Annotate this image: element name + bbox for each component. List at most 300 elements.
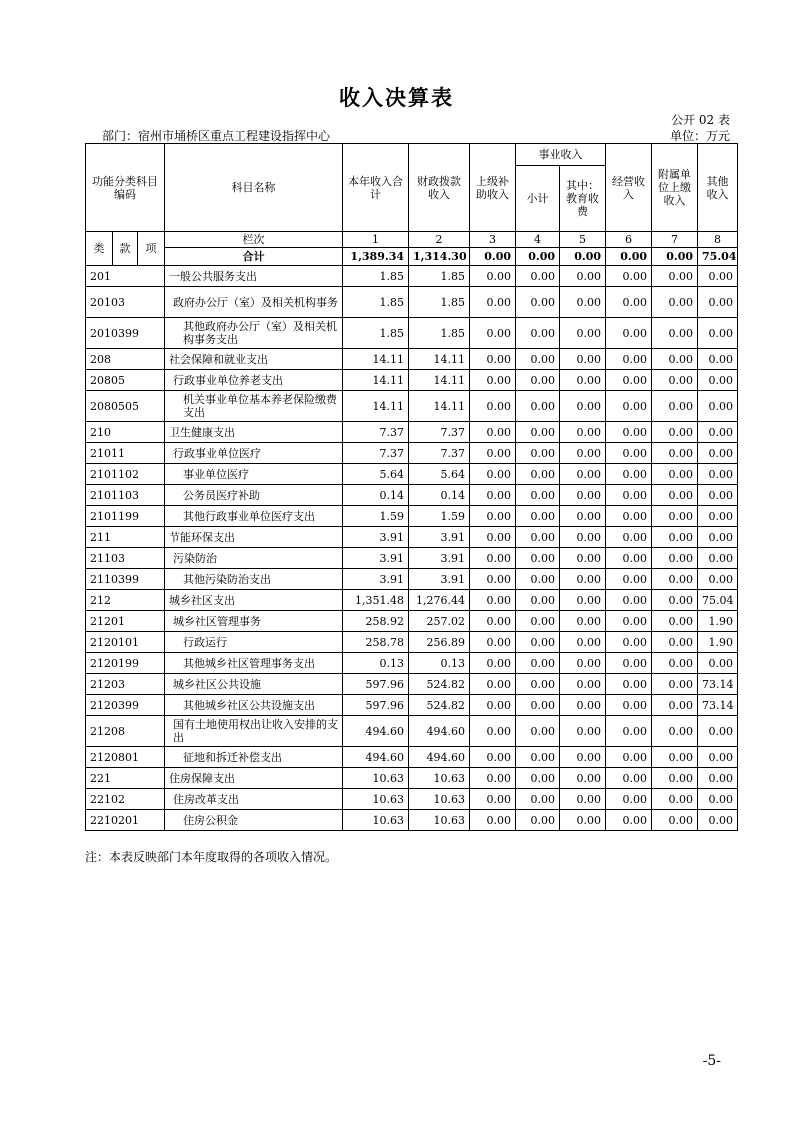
row-value-cell: 0.00 — [560, 443, 606, 464]
row-value-cell: 0.00 — [470, 653, 516, 674]
row-subject-name: 卫生健康支出 — [165, 422, 343, 443]
total-cell: 0.00 — [606, 248, 652, 266]
row-value-cell: 0.00 — [516, 464, 560, 485]
form-number: 公开 02 表 — [671, 113, 730, 127]
row-value-cell: 0.00 — [652, 810, 698, 831]
row-value-cell: 0.00 — [652, 569, 698, 590]
row-value-cell: 0.00 — [606, 485, 652, 506]
row-code: 21201 — [86, 611, 165, 632]
table-row — [86, 506, 738, 527]
total-label: 合计 — [165, 248, 343, 266]
col-number: 8 — [698, 232, 738, 248]
header-subtotal: 小计 — [516, 166, 560, 232]
row-value-cell: 0.00 — [606, 569, 652, 590]
row-value-cell: 0.00 — [652, 768, 698, 789]
row-value-cell: 0.00 — [698, 485, 738, 506]
table-row — [86, 464, 738, 485]
row-code: 22102 — [86, 789, 165, 810]
row-code: 2210201 — [86, 810, 165, 831]
row-value-cell: 0.00 — [560, 653, 606, 674]
row-value-cell: 0.00 — [470, 506, 516, 527]
row-subject-name: 城乡社区公共设施 — [165, 674, 343, 695]
row-subject-name: 公务员医疗补助 — [165, 485, 343, 506]
row-value-cell: 0.00 — [652, 695, 698, 716]
row-value-cell: 258.92 — [343, 611, 409, 632]
row-value-cell: 10.63 — [343, 768, 409, 789]
row-value-cell: 3.91 — [343, 527, 409, 548]
row-value-cell: 0.00 — [606, 674, 652, 695]
row-value-cell: 0.00 — [652, 485, 698, 506]
row-value-cell: 0.00 — [606, 287, 652, 318]
row-value-cell: 14.11 — [343, 370, 409, 391]
row-value-cell: 0.00 — [470, 789, 516, 810]
table-row — [86, 527, 738, 548]
row-subject-name: 行政事业单位医疗 — [165, 443, 343, 464]
row-value-cell: 0.00 — [560, 716, 606, 747]
row-value-cell: 0.00 — [652, 506, 698, 527]
table-row — [86, 653, 738, 674]
row-value-cell: 5.64 — [343, 464, 409, 485]
row-value-cell: 0.00 — [560, 266, 606, 287]
page-title: 收入决算表 — [339, 85, 454, 110]
row-value-cell: 0.00 — [606, 391, 652, 422]
row-value-cell: 0.13 — [343, 653, 409, 674]
row-value-cell: 7.37 — [409, 422, 470, 443]
row-value-cell: 0.00 — [470, 370, 516, 391]
row-value-cell: 0.00 — [606, 810, 652, 831]
row-value-cell: 0.00 — [470, 443, 516, 464]
row-value-cell: 0.00 — [560, 632, 606, 653]
row-value-cell: 0.00 — [652, 391, 698, 422]
header-affiliated: 附属单位上缴收入 — [652, 144, 698, 232]
row-value-cell: 0.00 — [698, 287, 738, 318]
row-value-cell: 0.00 — [516, 569, 560, 590]
row-value-cell: 0.00 — [606, 768, 652, 789]
row-code: 20805 — [86, 370, 165, 391]
col-number: 2 — [409, 232, 470, 248]
row-value-cell: 10.63 — [409, 810, 470, 831]
table-row — [86, 590, 738, 611]
row-value-cell: 524.82 — [409, 674, 470, 695]
total-cell: 1,389.34 — [343, 248, 409, 266]
row-value-cell: 14.11 — [343, 391, 409, 422]
total-cell: 0.00 — [560, 248, 606, 266]
row-value-cell: 0.00 — [470, 527, 516, 548]
row-value-cell: 0.00 — [560, 370, 606, 391]
row-value-cell: 0.00 — [516, 318, 560, 349]
row-value-cell: 0.00 — [516, 768, 560, 789]
row-value-cell: 1.85 — [343, 287, 409, 318]
col-number: 3 — [470, 232, 516, 248]
header-business: 事业收入 — [516, 144, 606, 166]
row-value-cell: 0.00 — [560, 318, 606, 349]
table-row — [86, 349, 738, 370]
row-value-cell: 73.14 — [698, 695, 738, 716]
row-value-cell: 0.00 — [470, 747, 516, 768]
row-value-cell: 0.00 — [516, 789, 560, 810]
row-value-cell: 0.00 — [652, 443, 698, 464]
table-row — [86, 266, 738, 287]
row-value-cell: 0.00 — [560, 590, 606, 611]
row-value-cell: 0.00 — [470, 590, 516, 611]
row-value-cell: 0.00 — [516, 506, 560, 527]
row-subject-name: 其他城乡社区公共设施支出 — [165, 695, 343, 716]
row-value-cell: 1.59 — [409, 506, 470, 527]
row-value-cell: 0.00 — [560, 695, 606, 716]
row-value-cell: 0.00 — [606, 370, 652, 391]
row-value-cell: 3.91 — [343, 548, 409, 569]
row-value-cell: 1.85 — [409, 266, 470, 287]
row-value-cell: 0.00 — [698, 548, 738, 569]
row-value-cell: 0.00 — [698, 318, 738, 349]
row-value-cell: 0.00 — [652, 370, 698, 391]
row-value-cell: 3.91 — [409, 527, 470, 548]
table-row — [86, 789, 738, 810]
row-value-cell: 0.00 — [470, 810, 516, 831]
row-value-cell: 0.00 — [698, 716, 738, 747]
row-subject-name: 住房保障支出 — [165, 768, 343, 789]
row-subject-name: 城乡社区支出 — [165, 590, 343, 611]
row-value-cell: 0.00 — [652, 674, 698, 695]
row-value-cell: 0.00 — [606, 789, 652, 810]
row-code: 221 — [86, 768, 165, 789]
row-subject-name: 住房公积金 — [165, 810, 343, 831]
page-number: -5- — [702, 1053, 721, 1069]
row-code: 2101199 — [86, 506, 165, 527]
row-value-cell: 0.00 — [606, 747, 652, 768]
row-value-cell: 0.13 — [409, 653, 470, 674]
row-value-cell: 0.00 — [560, 747, 606, 768]
row-value-cell: 0.00 — [698, 370, 738, 391]
row-code: 21011 — [86, 443, 165, 464]
row-value-cell: 0.00 — [516, 747, 560, 768]
row-value-cell: 0.00 — [652, 464, 698, 485]
col-number: 1 — [343, 232, 409, 248]
row-value-cell: 494.60 — [343, 716, 409, 747]
table-row — [86, 611, 738, 632]
row-value-cell: 0.00 — [698, 653, 738, 674]
row-value-cell: 0.00 — [606, 548, 652, 569]
row-value-cell: 73.14 — [698, 674, 738, 695]
header-other: 其他收入 — [698, 144, 738, 232]
row-code: 210 — [86, 422, 165, 443]
row-value-cell: 0.00 — [516, 674, 560, 695]
row-value-cell: 0.00 — [652, 716, 698, 747]
row-value-cell: 0.00 — [516, 632, 560, 653]
table-row — [86, 768, 738, 789]
row-value-cell: 0.14 — [409, 485, 470, 506]
row-subject-name: 住房改革支出 — [165, 789, 343, 810]
row-code: 2101102 — [86, 464, 165, 485]
row-value-cell: 0.00 — [560, 349, 606, 370]
total-cell: 0.00 — [470, 248, 516, 266]
table-row — [86, 810, 738, 831]
header-operating: 经营收入 — [606, 144, 652, 232]
row-value-cell: 0.00 — [470, 716, 516, 747]
row-value-cell: 258.78 — [343, 632, 409, 653]
row-code: 211 — [86, 527, 165, 548]
row-value-cell: 0.00 — [698, 569, 738, 590]
row-code: 21203 — [86, 674, 165, 695]
row-subject-name: 国有土地使用权出让收入安排的支出 — [165, 716, 343, 747]
row-value-cell: 0.00 — [470, 695, 516, 716]
row-code: 21208 — [86, 716, 165, 747]
row-value-cell: 14.11 — [409, 349, 470, 370]
table-row — [86, 391, 738, 422]
header-education: 其中：教育收费 — [560, 166, 606, 232]
row-value-cell: 0.00 — [652, 632, 698, 653]
row-value-cell: 0.00 — [698, 391, 738, 422]
col-number: 7 — [652, 232, 698, 248]
table-body — [86, 266, 738, 831]
row-value-cell: 14.11 — [343, 349, 409, 370]
row-value-cell: 0.00 — [606, 611, 652, 632]
row-value-cell: 0.00 — [560, 810, 606, 831]
col-number: 4 — [516, 232, 560, 248]
row-value-cell: 494.60 — [409, 716, 470, 747]
row-value-cell: 0.00 — [516, 695, 560, 716]
row-subject-name: 污染防治 — [165, 548, 343, 569]
row-value-cell: 1.85 — [343, 318, 409, 349]
row-value-cell: 0.00 — [652, 422, 698, 443]
row-value-cell: 0.00 — [606, 716, 652, 747]
row-value-cell: 0.00 — [652, 266, 698, 287]
row-value-cell: 0.00 — [606, 695, 652, 716]
income-table — [85, 143, 738, 831]
row-subject-name: 其他政府办公厅（室）及相关机构事务支出 — [165, 318, 343, 349]
row-value-cell: 0.00 — [516, 590, 560, 611]
row-value-cell: 0.00 — [516, 485, 560, 506]
row-value-cell: 0.00 — [470, 632, 516, 653]
row-code: 2110399 — [86, 569, 165, 590]
header-lei: 类 — [86, 232, 113, 266]
col-number: 6 — [606, 232, 652, 248]
row-value-cell: 0.00 — [652, 318, 698, 349]
row-value-cell: 0.00 — [560, 768, 606, 789]
row-value-cell: 10.63 — [409, 789, 470, 810]
row-value-cell: 0.00 — [698, 747, 738, 768]
row-value-cell: 0.00 — [516, 653, 560, 674]
total-cell: 0.00 — [516, 248, 560, 266]
row-value-cell: 0.00 — [470, 422, 516, 443]
row-value-cell: 0.00 — [698, 527, 738, 548]
row-value-cell: 0.00 — [652, 548, 698, 569]
table-row — [86, 485, 738, 506]
row-value-cell: 0.00 — [606, 632, 652, 653]
header-xiang: 项 — [138, 232, 165, 266]
row-value-cell: 0.00 — [606, 464, 652, 485]
table-row — [86, 548, 738, 569]
row-value-cell: 0.00 — [652, 611, 698, 632]
row-subject-name: 城乡社区管理事务 — [165, 611, 343, 632]
row-value-cell: 0.14 — [343, 485, 409, 506]
row-value-cell: 7.37 — [409, 443, 470, 464]
row-value-cell: 0.00 — [652, 653, 698, 674]
row-value-cell: 10.63 — [343, 789, 409, 810]
row-value-cell: 1,276.44 — [409, 590, 470, 611]
row-value-cell: 0.00 — [516, 266, 560, 287]
row-code: 201 — [86, 266, 165, 287]
row-code: 2120399 — [86, 695, 165, 716]
table-row — [86, 443, 738, 464]
table-row — [86, 318, 738, 349]
row-value-cell: 0.00 — [470, 674, 516, 695]
row-value-cell: 0.00 — [516, 527, 560, 548]
row-value-cell: 0.00 — [560, 548, 606, 569]
row-value-cell: 0.00 — [606, 506, 652, 527]
row-value-cell: 75.04 — [698, 590, 738, 611]
table-row — [86, 695, 738, 716]
row-value-cell: 0.00 — [560, 287, 606, 318]
row-value-cell: 0.00 — [470, 349, 516, 370]
table-row — [86, 569, 738, 590]
row-value-cell: 1.59 — [343, 506, 409, 527]
row-subject-name: 行政事业单位养老支出 — [165, 370, 343, 391]
row-value-cell: 0.00 — [698, 768, 738, 789]
row-code: 2120801 — [86, 747, 165, 768]
row-value-cell: 0.00 — [698, 422, 738, 443]
row-value-cell: 0.00 — [606, 527, 652, 548]
row-value-cell: 0.00 — [698, 464, 738, 485]
row-value-cell: 0.00 — [698, 506, 738, 527]
row-value-cell: 524.82 — [409, 695, 470, 716]
row-value-cell: 7.37 — [343, 443, 409, 464]
row-subject-name: 事业单位医疗 — [165, 464, 343, 485]
row-value-cell: 3.91 — [409, 548, 470, 569]
row-value-cell: 0.00 — [606, 443, 652, 464]
row-value-cell: 1.90 — [698, 611, 738, 632]
row-value-cell: 0.00 — [652, 747, 698, 768]
row-value-cell: 0.00 — [560, 506, 606, 527]
row-subject-name: 社会保障和就业支出 — [165, 349, 343, 370]
row-value-cell: 0.00 — [470, 569, 516, 590]
row-value-cell: 0.00 — [560, 527, 606, 548]
row-value-cell: 0.00 — [652, 287, 698, 318]
row-value-cell: 1.85 — [343, 266, 409, 287]
header-func-code: 功能分类科目编码 — [86, 144, 165, 232]
department-label: 部门：宿州市埇桥区重点工程建设指挥中心 — [102, 129, 331, 143]
row-value-cell: 0.00 — [698, 810, 738, 831]
row-subject-name: 一般公共服务支出 — [165, 266, 343, 287]
row-value-cell: 0.00 — [698, 349, 738, 370]
row-subject-name: 其他行政事业单位医疗支出 — [165, 506, 343, 527]
row-value-cell: 1.85 — [409, 287, 470, 318]
header-subject-name: 科目名称 — [165, 144, 343, 232]
row-subject-name: 政府办公厅（室）及相关机构事务 — [165, 287, 343, 318]
row-value-cell: 597.96 — [343, 695, 409, 716]
row-value-cell: 0.00 — [516, 611, 560, 632]
row-value-cell: 0.00 — [470, 391, 516, 422]
total-cell: 0.00 — [652, 248, 698, 266]
header-column-label: 栏次 — [165, 232, 343, 248]
row-code: 2010399 — [86, 318, 165, 349]
table-row — [86, 422, 738, 443]
row-value-cell: 0.00 — [516, 370, 560, 391]
row-value-cell: 5.64 — [409, 464, 470, 485]
row-value-cell: 0.00 — [470, 266, 516, 287]
row-value-cell: 494.60 — [343, 747, 409, 768]
row-value-cell: 0.00 — [516, 349, 560, 370]
row-code: 2120101 — [86, 632, 165, 653]
row-value-cell: 0.00 — [652, 590, 698, 611]
row-value-cell: 0.00 — [560, 422, 606, 443]
row-value-cell: 1,351.48 — [343, 590, 409, 611]
row-subject-name: 行政运行 — [165, 632, 343, 653]
row-value-cell: 0.00 — [652, 527, 698, 548]
row-subject-name: 其他污染防治支出 — [165, 569, 343, 590]
row-value-cell: 256.89 — [409, 632, 470, 653]
table-row — [86, 716, 738, 747]
table-row — [86, 632, 738, 653]
row-value-cell: 3.91 — [409, 569, 470, 590]
row-code: 2080505 — [86, 391, 165, 422]
row-value-cell: 494.60 — [409, 747, 470, 768]
total-cell: 75.04 — [698, 248, 738, 266]
row-value-cell: 0.00 — [516, 443, 560, 464]
row-value-cell: 0.00 — [470, 485, 516, 506]
row-subject-name: 其他城乡社区管理事务支出 — [165, 653, 343, 674]
table-row — [86, 674, 738, 695]
row-value-cell: 0.00 — [698, 266, 738, 287]
row-subject-name: 征地和拆迁补偿支出 — [165, 747, 343, 768]
row-value-cell: 0.00 — [698, 443, 738, 464]
row-value-cell: 0.00 — [470, 548, 516, 569]
table-note: 注：本表反映部门本年度取得的各项收入情况。 — [85, 850, 338, 864]
row-value-cell: 0.00 — [606, 422, 652, 443]
row-value-cell: 14.11 — [409, 370, 470, 391]
header-superior: 上级补助收入 — [470, 144, 516, 232]
row-value-cell: 0.00 — [516, 391, 560, 422]
row-subject-name: 节能环保支出 — [165, 527, 343, 548]
row-value-cell: 0.00 — [470, 611, 516, 632]
header-fiscal: 财政拨款收入 — [409, 144, 470, 232]
row-code: 208 — [86, 349, 165, 370]
row-value-cell: 0.00 — [606, 318, 652, 349]
table-row — [86, 747, 738, 768]
unit-label: 单位：万元 — [669, 129, 730, 143]
row-value-cell: 0.00 — [560, 464, 606, 485]
row-code: 21103 — [86, 548, 165, 569]
row-value-cell: 0.00 — [606, 349, 652, 370]
row-value-cell: 0.00 — [606, 653, 652, 674]
row-value-cell: 0.00 — [560, 391, 606, 422]
row-code: 20103 — [86, 287, 165, 318]
table-row — [86, 370, 738, 391]
row-value-cell: 7.37 — [343, 422, 409, 443]
row-value-cell: 0.00 — [470, 464, 516, 485]
row-value-cell: 257.02 — [409, 611, 470, 632]
total-cell: 1,314.30 — [409, 248, 470, 266]
row-value-cell: 0.00 — [606, 266, 652, 287]
header-kuan: 款 — [113, 232, 138, 266]
row-value-cell: 0.00 — [560, 611, 606, 632]
row-value-cell: 0.00 — [652, 349, 698, 370]
row-value-cell: 14.11 — [409, 391, 470, 422]
row-value-cell: 0.00 — [516, 287, 560, 318]
header-total-income: 本年收入合计 — [343, 144, 409, 232]
row-value-cell: 0.00 — [560, 674, 606, 695]
row-value-cell: 10.63 — [409, 768, 470, 789]
row-value-cell: 597.96 — [343, 674, 409, 695]
row-value-cell: 0.00 — [560, 485, 606, 506]
row-code: 2101103 — [86, 485, 165, 506]
row-value-cell: 0.00 — [516, 810, 560, 831]
row-value-cell: 10.63 — [343, 810, 409, 831]
row-value-cell: 3.91 — [343, 569, 409, 590]
table-row — [86, 287, 738, 318]
row-value-cell: 0.00 — [516, 716, 560, 747]
row-value-cell: 0.00 — [470, 318, 516, 349]
